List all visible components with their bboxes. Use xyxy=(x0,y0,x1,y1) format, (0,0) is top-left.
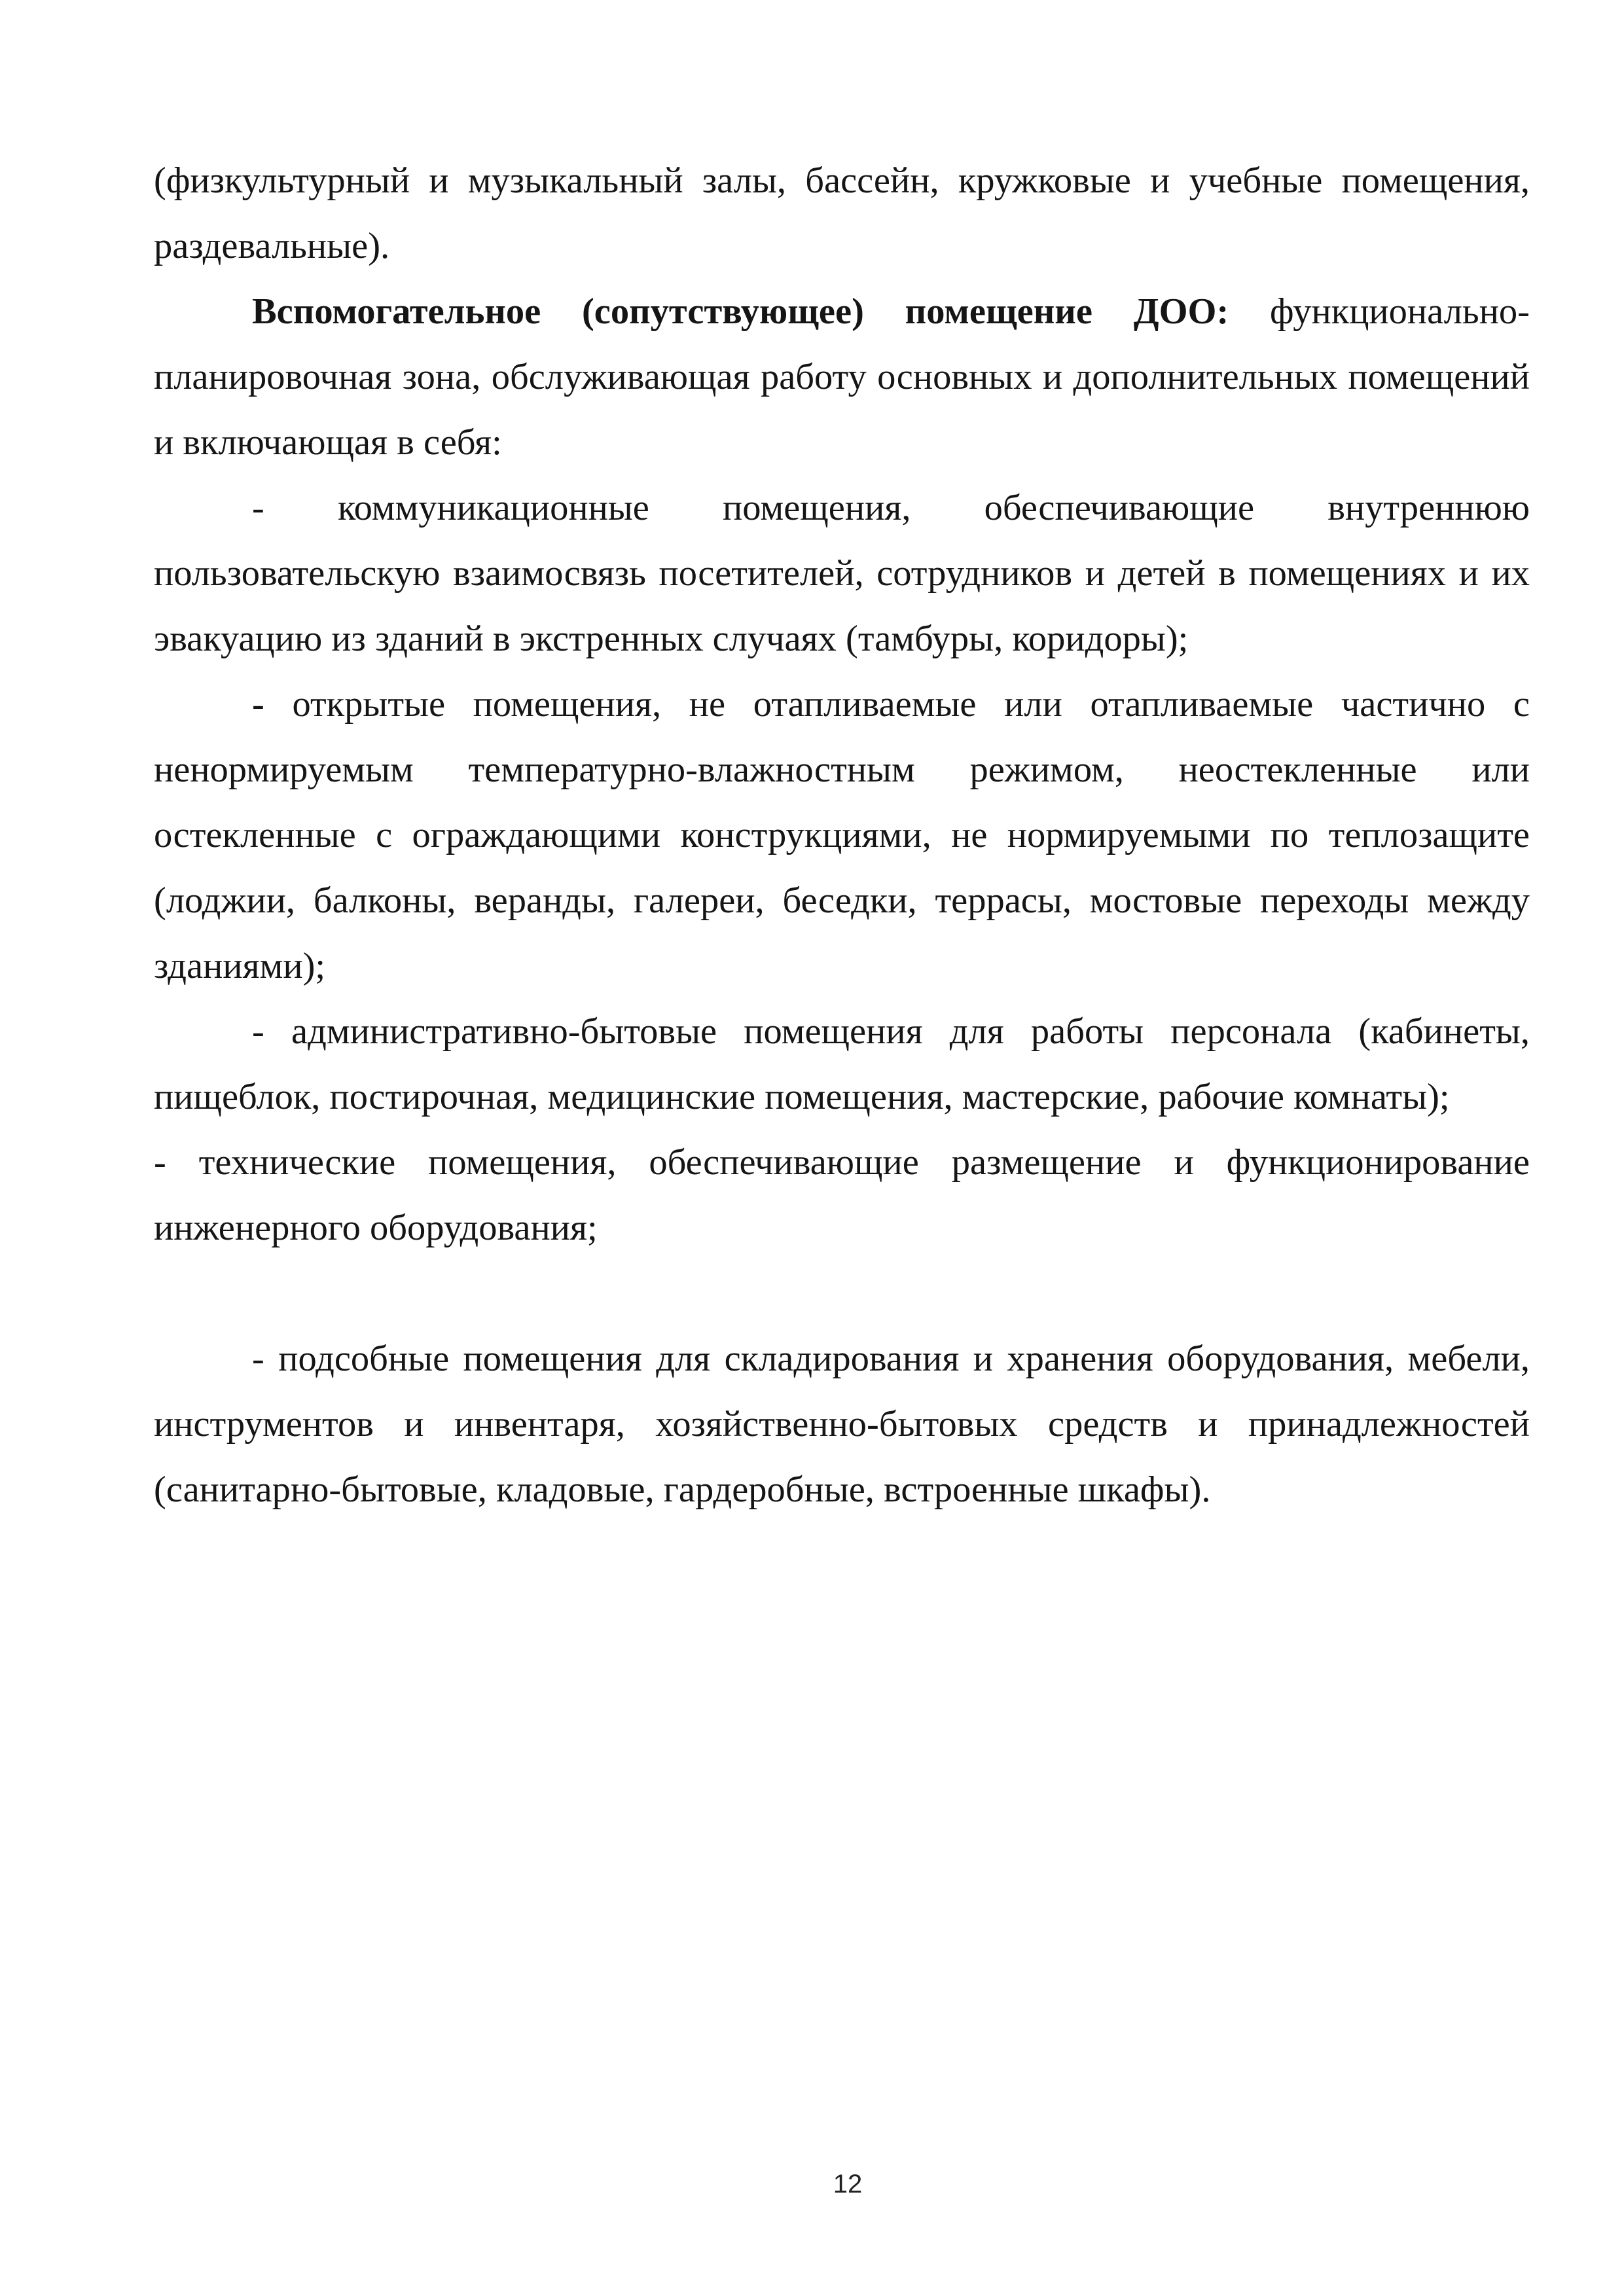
paragraph-continuation: (физкультурный и музыкальный залы, бассейн, кружковые и учебные помещения, раздевальные). xyxy=(154,160,1530,266)
definition-text: функционально-планировочная зона, обслуживающая работу основных и дополнительных помещений и включающая в себя: xyxy=(154,291,1530,463)
paragraph-definition xyxy=(154,279,1530,475)
list-item-utility-rooms: - подсобные помещения для складирования и хранения оборудования, мебели, инструментов и инвентаря, хозяйственно-бытовых средств и принадлежностей (санитарно-бытовые, кладовые, гардеробные, встроенные шкафы). xyxy=(154,1338,1530,1510)
page-number: 12 xyxy=(833,2170,863,2198)
list-item-open-rooms: - открытые помещения, не отапливаемые или отапливаемые частично с ненормируемым температурно-влажностным режимом, неостекленные или остекленные с ограждающими конструкциями, не нормируемыми по теплозащите (лоджии, балконы, веранды, галереи, беседки, террасы, мостовые переходы между зданиями); xyxy=(154,684,1530,986)
body-text xyxy=(154,148,1530,1522)
definition-term: Вспомогательное (сопутствующее) помещение ДОО: xyxy=(252,291,1229,332)
list-item-administrative-rooms: - административно-бытовые помещения для работы персонала (кабинеты, пищеблок, постирочная, медицинские помещения, мастерские, рабочие комнаты); xyxy=(154,1011,1530,1117)
list-item-technical-rooms: - технические помещения, обеспечивающие размещение и функционирование инженерного оборудования; xyxy=(154,1142,1530,1248)
list-item-communication-rooms: - коммуникационные помещения, обеспечивающие внутреннюю пользовательскую взаимосвязь посетителей, сотрудников и детей в помещениях и их эвакуацию из зданий в экстренных случаях (тамбуры, коридоры); xyxy=(154,488,1530,659)
